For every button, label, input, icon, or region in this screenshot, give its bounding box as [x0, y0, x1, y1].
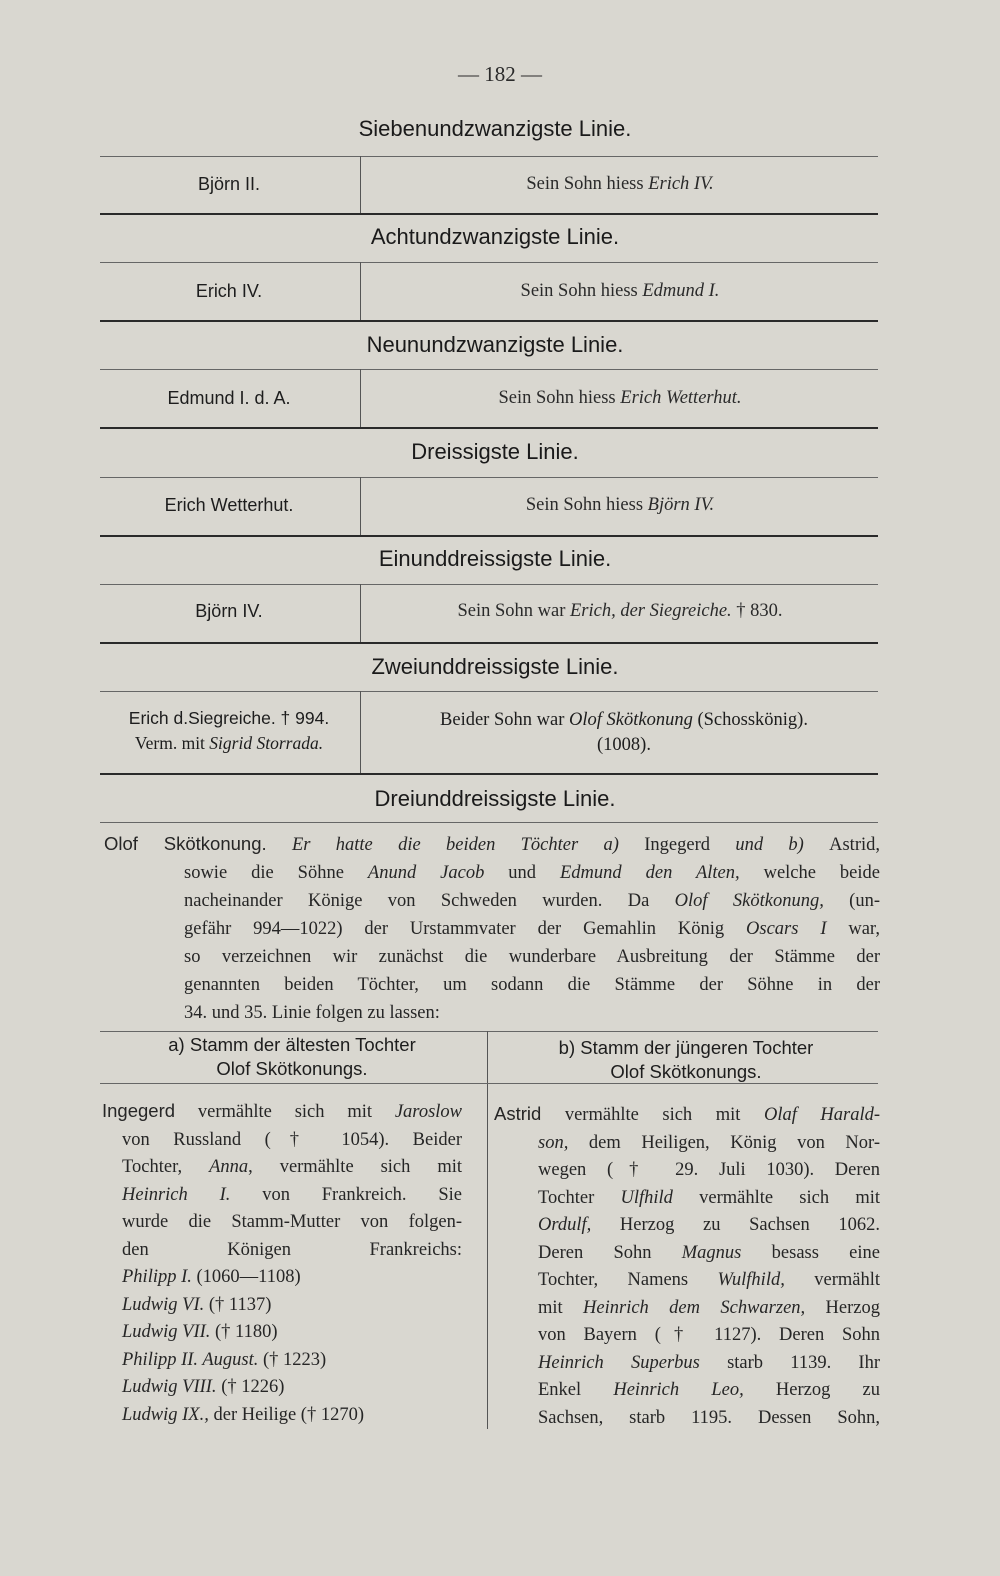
text-run: Herzog zu [743, 1380, 881, 1400]
text-run: vermählte sich mit [672, 1187, 881, 1208]
text-run: der Heilige († 1270) [208, 1404, 365, 1425]
column-a-title: a) Stamm der ältesten Tochter [168, 1034, 416, 1055]
name-italic: Ordulf, [538, 1215, 592, 1235]
text-run: dem Heiligen, König von Nor- [568, 1132, 880, 1153]
text-run: Deren Sohn [538, 1242, 682, 1263]
name-italic: Olaf Harald- [763, 1105, 881, 1125]
column-divider [360, 369, 361, 427]
paragraph-line [104, 971, 880, 999]
column-b-line [516, 1212, 880, 1240]
entry-name: Ingegerd [102, 1100, 176, 1121]
text-run: und [484, 863, 560, 883]
descendant-text: Sein Sohn hiess Erich IV. [526, 174, 714, 194]
column-b-line [494, 1100, 880, 1130]
paragraph-line [104, 887, 880, 915]
name-italic: Er hatte die beiden Töchter a) [266, 835, 645, 855]
divider [100, 642, 878, 644]
divider [100, 369, 878, 370]
text-run: († 1137) [204, 1294, 272, 1315]
text-run: war, [826, 919, 880, 939]
text-run: Enkel [538, 1380, 614, 1400]
name-italic: Anund Jacob [367, 863, 485, 883]
column-a-text [102, 1097, 462, 1429]
text-run: wegen († 29. Juli 1030). Deren [538, 1160, 880, 1180]
descendant-text: Sein Sohn hiess Björn IV. [525, 495, 715, 515]
column-divider [360, 477, 361, 535]
column-a-line [102, 1402, 462, 1430]
column-b-line [516, 1377, 880, 1405]
text-run: besass eine [741, 1242, 880, 1263]
text-run: († 1226) [216, 1377, 285, 1397]
column-b-line [516, 1295, 880, 1323]
column-b-text [494, 1100, 881, 1432]
section-heading: Einunddreissigste Linie. [378, 546, 612, 571]
text-run: vermählte sich mit [541, 1105, 764, 1125]
column-a-heading [100, 1033, 484, 1081]
section-heading: Dreissigste Linie. [411, 439, 579, 464]
column-divider [360, 262, 361, 320]
text-run: Tochter, Namens [538, 1270, 718, 1290]
ancestor-name: Björn IV. [195, 601, 263, 621]
column-b-line [516, 1322, 880, 1350]
text-run: Tochter, [122, 1157, 210, 1177]
text-run: welche beide [739, 863, 880, 883]
name-italic: Ulfhild [620, 1187, 673, 1208]
divider [100, 213, 878, 215]
descendant-text: Sein Sohn hiess Edmund I. [520, 281, 720, 301]
descendant-date: (1008). [597, 735, 651, 755]
entry-name: Olof Skötkonung. [104, 833, 267, 854]
column-b-heading [494, 1036, 878, 1084]
name-italic: Heinrich Leo, [613, 1380, 744, 1400]
ancestor-name: Erich Wetterhut. [164, 495, 294, 515]
ancestor-name: Edmund I. d. A. [167, 388, 291, 408]
name-italic: Ludwig VII. [122, 1322, 211, 1342]
column-a-line [102, 1154, 462, 1182]
name-italic: Ludwig IX., [122, 1404, 209, 1425]
name-italic: Heinrich Superbus [538, 1352, 700, 1373]
divider [100, 1031, 878, 1032]
column-b-line [516, 1350, 880, 1378]
divider [100, 822, 878, 823]
descendant-text: Sein Sohn hiess Erich Wetterhut. [498, 388, 742, 408]
ancestor-cell [100, 706, 358, 756]
divider [100, 535, 878, 537]
divider [100, 477, 878, 478]
name-italic: Jaroslow [394, 1102, 462, 1122]
text-run: Sachsen, starb 1195. Dessen Sohn, [538, 1407, 880, 1428]
text-run: (1060—1108) [191, 1267, 301, 1287]
column-a-line [102, 1237, 462, 1265]
paragraph-line [104, 915, 880, 943]
ancestor-name: Erich IV. [195, 281, 263, 301]
text-run: genannten beiden Töchter, um sodann die Stämme der Söhne in der [184, 975, 880, 995]
divider [100, 427, 878, 429]
section-heading: Achtundzwanzigste Linie. [370, 224, 620, 249]
name-italic: und b) [710, 835, 830, 855]
text-run: (un- [823, 891, 881, 911]
column-a-subtitle: Olof Skötkonungs. [216, 1058, 368, 1079]
name-italic: Philipp II. August. [122, 1349, 259, 1370]
text-run: 34. und 35. Linie folgen zu lassen: [184, 1003, 440, 1023]
paragraph-line [104, 999, 880, 1027]
text-run: († 1223) [258, 1349, 327, 1370]
column-b-line [516, 1405, 880, 1433]
divider [100, 262, 878, 263]
name-italic: Heinrich I. [122, 1184, 231, 1205]
column-divider [487, 1031, 488, 1429]
column-b-title: b) Stamm der jüngeren Tochter [558, 1037, 814, 1058]
name-italic: Oscars I [746, 919, 827, 939]
column-a-line [102, 1209, 462, 1237]
name-italic: Olof Skötkonung, [674, 891, 824, 911]
name-italic: son, [538, 1132, 569, 1153]
name-italic: Magnus [681, 1242, 742, 1263]
ancestor-name: Björn II. [197, 174, 261, 194]
column-divider [360, 156, 361, 213]
text-run: vermählte sich mit [175, 1102, 395, 1122]
ancestor-name: Erich d.Siegreiche. † 994. [128, 708, 330, 728]
column-a-line [102, 1347, 462, 1375]
column-a-line [102, 1264, 462, 1292]
text-run: von Russland († 1054). Beider [122, 1129, 462, 1150]
text-run: Ingegerd [644, 835, 710, 855]
name-italic: Anna [209, 1157, 249, 1177]
column-b-line [516, 1267, 880, 1295]
column-b-line [516, 1240, 880, 1268]
section-heading: Zweiunddreissigste Linie. [371, 654, 619, 679]
text-run: von Frankreich. Sie [230, 1184, 462, 1205]
name-italic: Ludwig VIII. [122, 1377, 217, 1397]
text-run: , vermählte sich mit [248, 1157, 462, 1177]
text-run: Tochter [538, 1187, 621, 1208]
paragraph-line [104, 943, 880, 971]
text-run: mit [538, 1297, 584, 1318]
intro-paragraph [104, 830, 880, 1027]
descendant-text: Beider Sohn war Olof Skötkonung (Schosskönig). [440, 710, 808, 730]
text-run: von Bayern († 1127). Deren Sohn [538, 1325, 880, 1345]
column-divider [360, 584, 361, 642]
column-a-line [102, 1374, 462, 1402]
column-a-line [102, 1182, 462, 1210]
spouse-note: Verm. mit Sigrid Storrada. [134, 733, 324, 753]
text-run: Herzog zu Sachsen 1062. [591, 1215, 880, 1235]
column-b-line [516, 1130, 880, 1158]
section-heading: Siebenundzwanzigste Linie. [358, 116, 632, 141]
divider [100, 691, 878, 692]
column-b-line [516, 1157, 880, 1185]
descendant-cell [368, 708, 880, 758]
name-italic: Wulfhild, [717, 1270, 785, 1290]
text-run: sowie die Söhne [184, 863, 368, 883]
column-a-line [102, 1097, 462, 1127]
divider [100, 156, 878, 157]
name-italic: Heinrich dem Schwarzen, [583, 1297, 806, 1318]
divider [100, 584, 878, 585]
entry-name: Astrid [494, 1103, 542, 1124]
section-heading: Neunundzwanzigste Linie. [366, 332, 624, 357]
column-a-line [102, 1127, 462, 1155]
column-a-line [102, 1292, 462, 1320]
column-divider [360, 691, 361, 773]
text-run: starb 1139. Ihr [699, 1352, 880, 1373]
column-a-line [102, 1319, 462, 1347]
text-run: gefähr 994—1022) der Urstammvater der Gemahlin König [184, 919, 747, 939]
text-run: († 1180) [210, 1322, 278, 1342]
divider [100, 320, 878, 322]
text-run: Herzog [805, 1297, 880, 1318]
paragraph-line [104, 859, 880, 887]
text-run: nacheinander Könige von Schweden wurden. Da [184, 891, 675, 911]
name-italic: Ludwig VI. [122, 1294, 205, 1315]
name-italic: Philipp I. [122, 1267, 192, 1287]
column-b-subtitle: Olof Skötkonungs. [610, 1061, 762, 1082]
section-heading: Dreiunddreissigste Linie. [374, 786, 616, 811]
paragraph-line [104, 830, 880, 859]
divider [100, 773, 878, 775]
text-run: wurde die Stamm-Mutter von folgen- [122, 1212, 462, 1232]
divider [100, 1083, 878, 1084]
text-run: Astrid, [829, 835, 880, 855]
name-italic: Edmund den Alten, [560, 863, 740, 883]
descendant-text: Sein Sohn war Erich, der Siegreiche. † 830. [457, 601, 783, 621]
text-run: so verzeichnen wir zunächst die wunderbare Ausbreitung der Stämme der [184, 947, 880, 967]
page-number: — 182 — [458, 62, 542, 86]
column-b-line [516, 1185, 880, 1213]
text-run: vermählt [784, 1270, 880, 1290]
text-run: den Königen Frankreichs: [122, 1239, 462, 1260]
